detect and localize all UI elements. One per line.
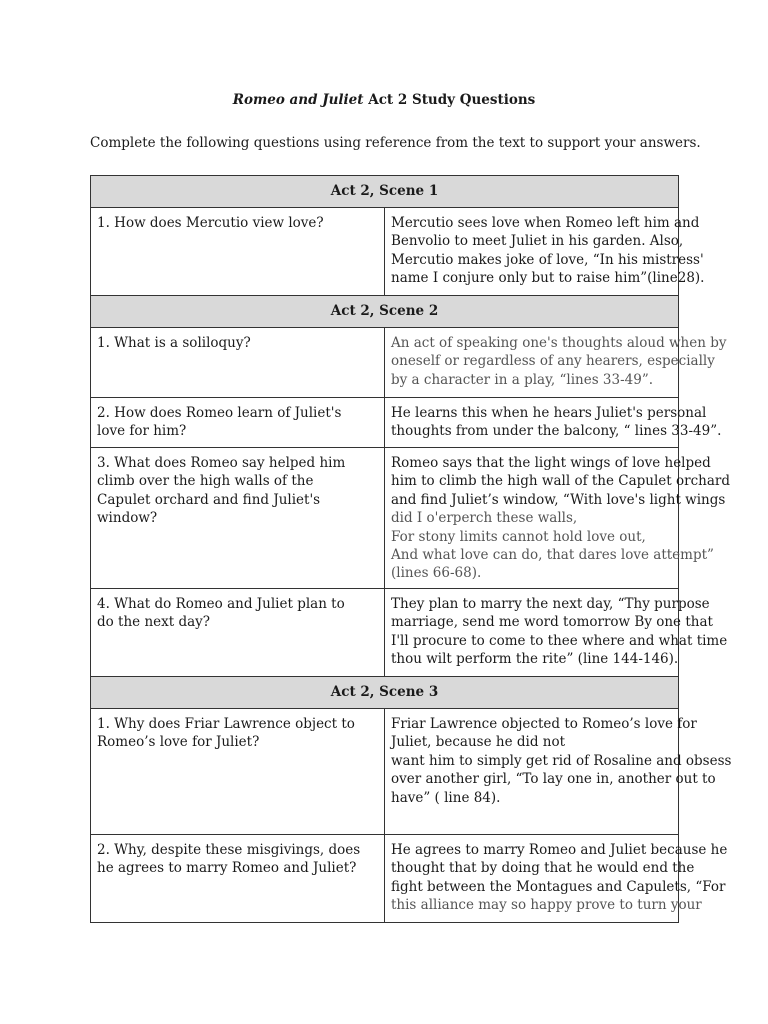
table-row <box>91 448 679 589</box>
question-cell <box>91 589 385 677</box>
answer-line: An act of speaking one's thoughts aloud when by <box>391 335 727 351</box>
question-cell <box>91 328 385 398</box>
answer-line: For stony limits cannot hold love out, <box>391 528 646 545</box>
document-title <box>0 92 768 108</box>
question-cell <box>91 709 385 835</box>
answer-line: by a character in a play, “lines 33-49”. <box>391 371 654 388</box>
question-cell <box>91 835 385 923</box>
answer-line: They plan to marry the next day, “Thy purpose <box>391 596 710 612</box>
answer-line: marriage, send me word tomorrow By one that <box>391 614 713 631</box>
answer-line: name I conjure only but to raise him”(line28). <box>391 270 705 287</box>
question-cell <box>91 208 385 296</box>
question-line: love for him? <box>97 423 187 440</box>
answer-cell <box>385 448 730 589</box>
answer-cell <box>385 328 727 398</box>
answer-line: have” ( line 84). <box>391 789 501 806</box>
question-line: 4. What do Romeo and Juliet plan to <box>97 596 345 612</box>
question-line: Capulet orchard and find Juliet's <box>97 491 321 508</box>
question-line: Romeo’s love for Juliet? <box>97 734 260 751</box>
question-line: window? <box>97 510 158 527</box>
answer-cell <box>385 208 705 296</box>
title-play-name: Romeo and Juliet <box>232 92 364 108</box>
table-row <box>91 589 679 677</box>
answer-line: fight between the Montagues and Capulets, “For <box>391 878 726 895</box>
answer-line: did I o'erperch these walls, <box>391 510 578 527</box>
answer-cell <box>385 398 722 448</box>
answer-line: and find Juliet’s window, “With love's light wings <box>391 491 726 508</box>
study-questions-table <box>90 175 732 923</box>
answer-line: thought that by doing that he would end the <box>391 860 695 877</box>
answer-line: Mercutio makes joke of love, “In his mistress' <box>391 251 704 268</box>
question-line: 2. Why, despite these misgivings, does <box>97 842 361 858</box>
question-line: 1. How does Mercutio view love? <box>97 215 324 231</box>
instructions-text: Complete the following questions using reference from the text to support your answers. <box>90 135 701 151</box>
section-heading: Act 2, Scene 1 <box>91 176 679 208</box>
answer-line: (lines 66-68). <box>391 565 482 582</box>
question-line: climb over the high walls of the <box>97 473 314 490</box>
section-header-row <box>91 176 679 208</box>
answer-line: Benvolio to meet Juliet in his garden. Also, <box>391 233 684 250</box>
answer-line: him to climb the high wall of the Capulet orchard <box>391 473 730 490</box>
answer-cell <box>385 835 728 923</box>
answer-line: Mercutio sees love when Romeo left him and <box>391 215 700 231</box>
answer-line: Juliet, because he did not <box>391 734 565 751</box>
answer-line: Friar Lawrence objected to Romeo’s love for <box>391 716 697 732</box>
question-line: 1. What is a soliloquy? <box>97 335 251 351</box>
table-row <box>91 208 679 296</box>
answer-line: oneself or regardless of any hearers, especially <box>391 353 715 370</box>
answer-line: over another girl, “To lay one in, another out to <box>391 771 716 788</box>
question-cell <box>91 448 385 589</box>
answer-cell <box>385 709 732 835</box>
answer-line: want him to simply get rid of Rosaline and obsess <box>391 752 732 769</box>
answer-line: He learns this when he hears Juliet's personal <box>391 405 707 421</box>
question-line: do the next day? <box>97 614 211 631</box>
answer-line: Romeo says that the light wings of love helped <box>391 455 711 471</box>
section-heading: Act 2, Scene 2 <box>91 296 679 328</box>
question-line: 3. What does Romeo say helped him <box>97 455 346 471</box>
question-line: he agrees to marry Romeo and Juliet? <box>97 860 357 877</box>
answer-cell <box>385 589 728 677</box>
answer-line: thoughts from under the balcony, “ lines 33-49”. <box>391 423 722 440</box>
answer-line: this alliance may so happy prove to turn your <box>391 897 702 914</box>
table-row <box>91 835 679 923</box>
answer-line: thou wilt perform the rite” (line 144-146). <box>391 651 679 668</box>
question-line: 1. Why does Friar Lawrence object to <box>97 716 355 732</box>
answer-line: And what love can do, that dares love attempt” <box>391 547 714 564</box>
question-line: 2. How does Romeo learn of Juliet's <box>97 405 342 421</box>
section-header-row <box>91 296 679 328</box>
question-cell <box>91 398 385 448</box>
table-row <box>91 398 679 448</box>
title-rest: Act 2 Study Questions <box>363 92 536 108</box>
table-row <box>91 328 679 398</box>
section-header-row <box>91 677 679 709</box>
answer-line: I'll procure to come to thee where and what time <box>391 632 728 649</box>
answer-line: He agrees to marry Romeo and Juliet because he <box>391 842 728 858</box>
section-heading: Act 2, Scene 3 <box>91 677 679 709</box>
table-row <box>91 709 679 835</box>
